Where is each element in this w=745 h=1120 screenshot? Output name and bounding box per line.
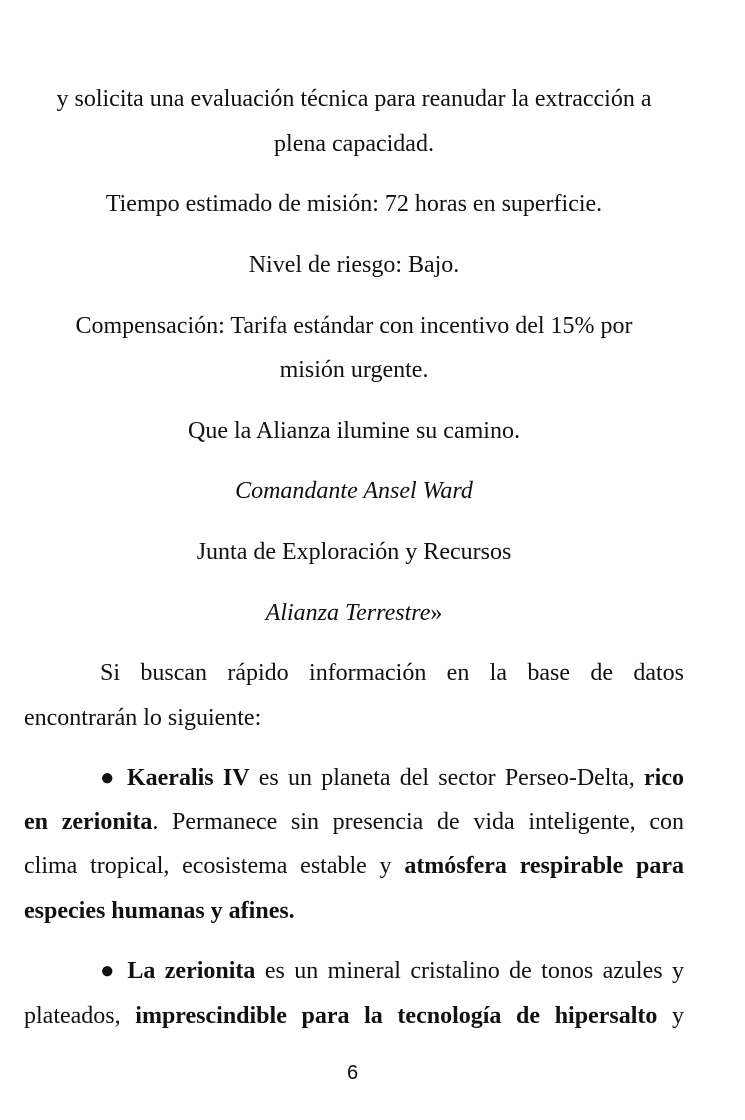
alliance-name (24, 591, 684, 635)
mission-time: Tiempo estimado de misión: 72 horas en superficie. (105, 191, 603, 217)
bullet-line (24, 994, 684, 1038)
closing-quote: » (430, 600, 443, 626)
text: y (657, 1003, 685, 1029)
alliance-name-text: Alianza Terrestre (265, 600, 431, 626)
bold-text: imprescindible para la tecnología de hipersalto (135, 1003, 658, 1029)
text: es un planeta del sector Perseo-Delta, (249, 765, 645, 791)
paragraph-line: Si buscan rápido información en la base de datos (100, 660, 684, 686)
bullet-icon: ● (100, 765, 118, 791)
paragraph-line: y solicita una evaluación técnica para reanudar la extracción a (56, 86, 652, 112)
paragraph-line: encontrarán lo siguiente: (24, 705, 262, 731)
board-name: Junta de Exploración y Recursos (196, 539, 512, 565)
bullet-line (24, 844, 684, 888)
signature-name: Comandante Ansel Ward (235, 478, 473, 504)
bullet-line (24, 800, 684, 844)
bullet-icon: ● (100, 958, 118, 984)
bullet-line (24, 756, 684, 800)
blessing-line: Que la Alianza ilumine su camino. (188, 418, 520, 444)
paragraph-line: plena capacidad. (274, 131, 434, 157)
risk-level: Nivel de riesgo: Bajo. (248, 252, 460, 278)
text: plateados, (24, 1003, 136, 1029)
bold-text: atmósfera respirable para (404, 853, 684, 879)
bold-text: especies humanas y afines. (24, 898, 295, 924)
text: es un mineral cristalino de tonos azules y (255, 958, 684, 984)
bold-text: rico (644, 765, 685, 791)
compensation-line: Compensación: Tarifa estándar con incentivo del 15% por (75, 313, 633, 339)
bullet-line (24, 889, 295, 933)
text: . Permanece sin presencia de vida inteligente, con (152, 809, 684, 835)
bold-text: en zerionita (24, 809, 153, 835)
bold-text: Kaeralis IV (126, 765, 250, 791)
bold-text: La zerionita (127, 958, 256, 984)
page-number: 6 (346, 1062, 359, 1084)
compensation-line: misión urgente. (279, 357, 429, 383)
text: clima tropical, ecosistema estable y (24, 853, 405, 879)
bullet-line (24, 949, 684, 993)
